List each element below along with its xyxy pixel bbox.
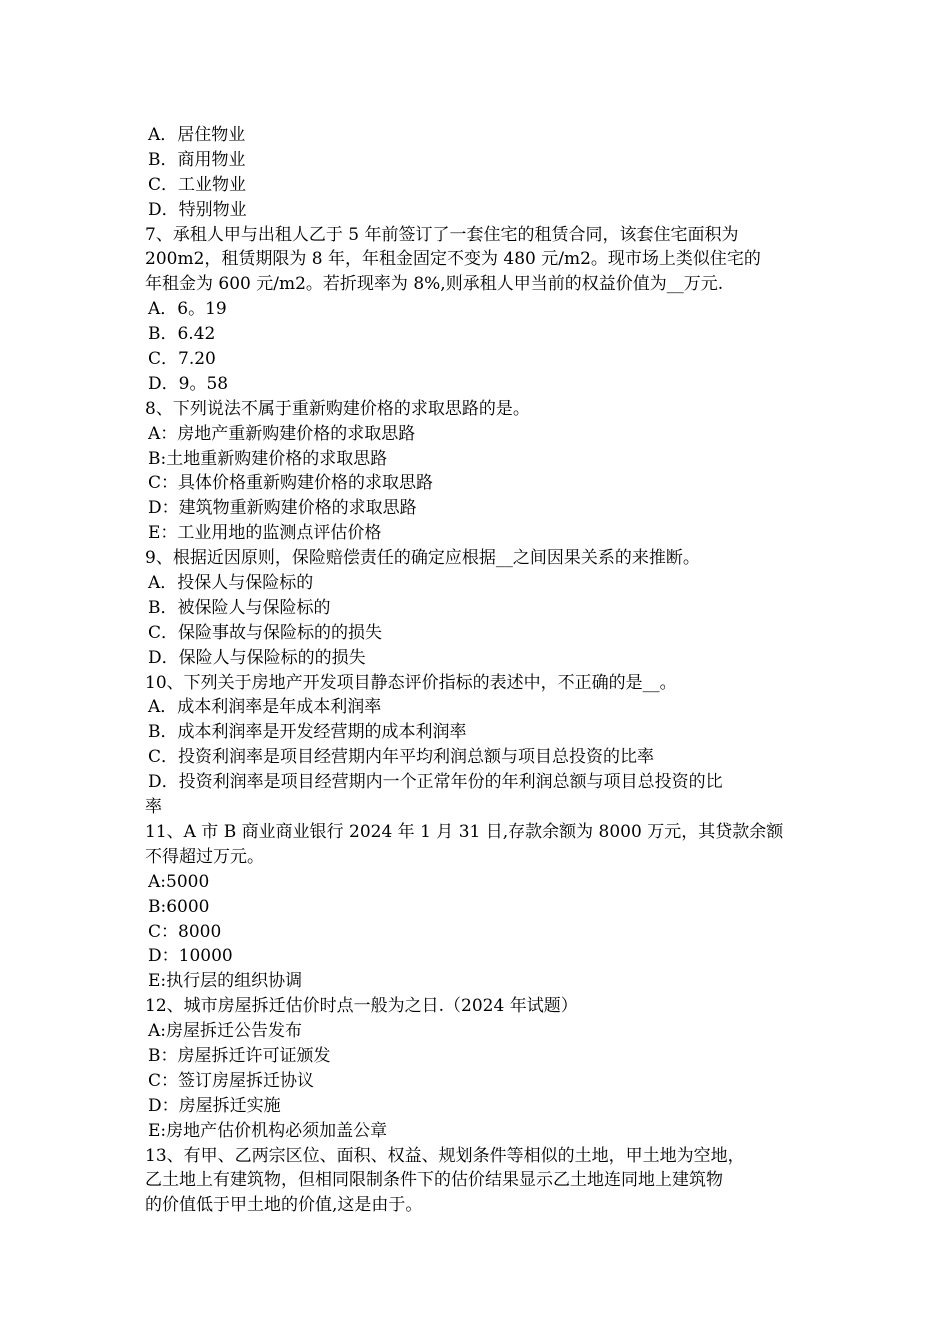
answer-option-line: C：8000 [148, 921, 222, 942]
question-text-line: 13、有甲、乙两宗区位、面积、权益、规划条件等相似的土地，甲土地为空地， [145, 1145, 745, 1166]
answer-option-line: B．成本利润率是开发经营期的成本利润率 [148, 722, 467, 743]
answer-option-line: A．投保人与保险标的 [148, 573, 314, 594]
question-text-line: 乙土地上有建筑物，但相同限制条件下的估价结果显示乙土地连同地上建筑物 [145, 1170, 723, 1191]
answer-option-line: A．6。19 [148, 299, 227, 320]
answer-option-line: E:房地产估价机构必须加盖公章 [148, 1120, 388, 1141]
question-text-line: 率 [145, 797, 162, 818]
answer-option-line: B：房屋拆迁许可证颁发 [148, 1045, 331, 1066]
question-text-line: 12、城市房屋拆迁估价时点一般为之日.（2024 年试题） [145, 996, 578, 1017]
answer-option-line: B．被保险人与保险标的 [148, 597, 331, 618]
answer-option-line: C．7.20 [148, 349, 216, 370]
question-text-line: 200m2，租赁期限为 8 年，年租金固定不变为 480 元/m2。现市场上类似住宅的 [145, 249, 761, 270]
answer-option-line: D．特别物业 [148, 199, 247, 220]
question-text-line: 9、根据近因原则，保险赔偿责任的确定应根据__之间因果关系的来推断。 [145, 548, 700, 569]
answer-option-line: D．保险人与保险标的的损失 [148, 647, 366, 668]
question-text-line: 7、承租人甲与出租人乙于 5 年前签订了一套住宅的租赁合同，该套住宅面积为 [145, 224, 739, 245]
answer-option-line: D：建筑物重新购建价格的求取思路 [148, 498, 417, 519]
answer-option-line: A．成本利润率是年成本利润率 [148, 697, 382, 718]
answer-option-line: C：具体价格重新购建价格的求取思路 [148, 473, 434, 494]
document-body [145, 123, 815, 1218]
answer-option-line: B．6.42 [148, 324, 216, 345]
answer-option-line: E：工业用地的监测点评估价格 [148, 523, 382, 544]
question-text-line: 10、下列关于房地产开发项目静态评价指标的表述中，不正确的是__。 [145, 672, 677, 693]
answer-option-line: C．工业物业 [148, 174, 247, 195]
answer-option-line: C．保险事故与保险标的的损失 [148, 622, 383, 643]
answer-option-line: C：签订房屋拆迁协议 [148, 1070, 315, 1091]
answer-option-line: C．投资利润率是项目经营期内年平均利润总额与项目总投资的比率 [148, 747, 655, 768]
question-text-line: 11、A 市 B 商业商业银行 2024 年 1 月 31 日,存款余额为 8000 万元，其贷款余额 [145, 821, 784, 842]
answer-option-line: B:6000 [148, 896, 210, 917]
answer-option-line: D：10000 [148, 946, 233, 967]
answer-option-line: A．居住物业 [148, 125, 246, 145]
answer-option-line: D．投资利润率是项目经营期内一个正常年份的年利润总额与项目总投资的比 [148, 772, 723, 793]
answer-option-line: A:房屋拆迁公告发布 [148, 1021, 303, 1042]
answer-option-line: A：房地产重新购建价格的求取思路 [148, 423, 416, 444]
answer-option-line: B:土地重新购建价格的求取思路 [148, 448, 388, 469]
answer-option-line: E:执行层的组织协调 [148, 971, 303, 992]
question-text-line: 8、下列说法不属于重新购建价格的求取思路的是。 [145, 398, 530, 419]
answer-option-line: B．商用物业 [148, 149, 246, 170]
question-text-line: 不得超过万元。 [145, 846, 264, 867]
answer-option-line: D．9。58 [148, 373, 229, 394]
answer-option-line: A:5000 [148, 871, 210, 892]
answer-option-line: D：房屋拆迁实施 [148, 1095, 281, 1116]
question-text-line: 年租金为 600 元/m2。若折现率为 8%,则承租人甲当前的权益价值为__万元. [145, 274, 724, 295]
question-text-line: 的价值低于甲土地的价值,这是由于。 [145, 1195, 423, 1216]
